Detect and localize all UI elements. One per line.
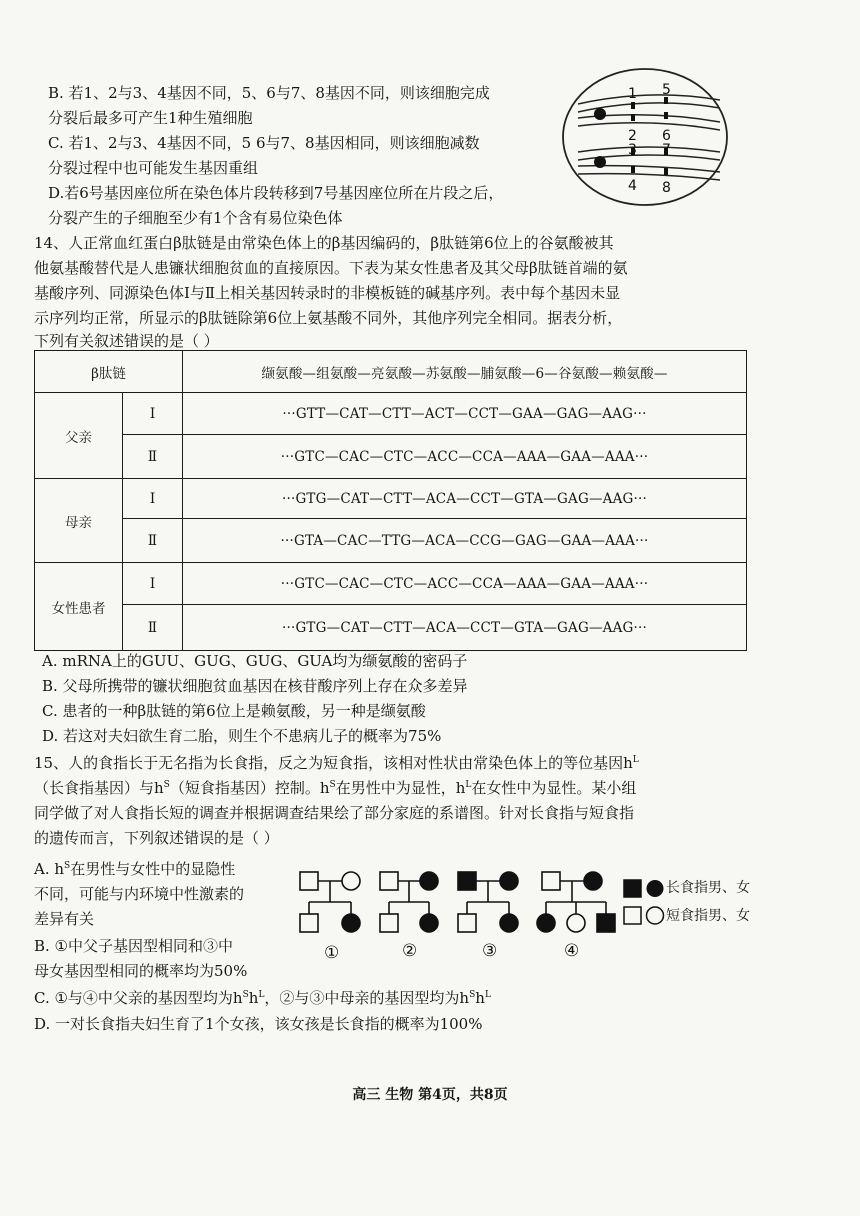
sequence-cell: ···GTG—CAT—CTT—ACA—CCT—GTA—GAG—AAG··· (183, 605, 747, 651)
chrom-label: Ⅱ (123, 605, 183, 651)
q14-option-d: D. 若这对夫妇欲生育二胎，则生个不患病儿子的概率为75% (42, 727, 442, 745)
family-label-4: ④ (564, 941, 580, 961)
page-footer: 高三 生物 第4页，共8页 (352, 1087, 508, 1103)
chrom-label: Ⅱ (123, 435, 183, 479)
q15-option-b-line1: B. ①中父子基因型相同和③中 (34, 937, 234, 955)
q15-stem-line4: 的遗传而言，下列叙述错误的是（ ） (34, 829, 279, 847)
legend-long-finger: 长食指男、女 (666, 880, 750, 896)
q14-stem-line3: 基酸序列、同源染色体Ⅰ与Ⅱ上相关基因转录时的非模板链的碱基序列。表中每个基因未显 (34, 284, 621, 302)
q13-option-b-line1: B. 若1、2与3、4基因不同，5、6与7、8基因不同，则该细胞完成 (48, 84, 490, 102)
locus-label-1: 1 (628, 86, 637, 102)
locus-label-8: 8 (662, 180, 671, 196)
chrom-label: Ⅱ (123, 519, 183, 563)
q15-option-d: D. 一对长食指夫妇生育了1个女孩，该女孩是长食指的概率为100% (34, 1015, 483, 1033)
q15-stem-line1: 15、人的食指长于无名指为长食指，反之为短食指，该相对性状由常染色体上的等位基因$h^L$ (34, 754, 639, 772)
sequence-cell: ···GTC—CAC—CTC—ACC—CCA—AAA—GAA—AAA··· (183, 563, 747, 605)
family-label-1: ① (324, 943, 340, 963)
sequence-cell: ···GTC—CAC—CTC—ACC—CCA—AAA—GAA—AAA··· (183, 435, 747, 479)
q14-stem-line5: 下列有关叙述错误的是（ ） (34, 332, 219, 350)
group-mother: 母亲 (35, 479, 123, 563)
chrom-label: Ⅰ (123, 479, 183, 519)
group-father: 父亲 (35, 393, 123, 479)
sequence-cell: ···GTT—CAT—CTT—ACT—CCT—GAA—GAG—AAG··· (183, 393, 747, 435)
chrom-label: Ⅰ (123, 393, 183, 435)
q13-option-d-line2: 分裂产生的子细胞至少有1个含有易位染色体 (48, 209, 343, 227)
q14-option-b: B. 父母所携带的镰状细胞贫血基因在核苷酸序列上存在众多差异 (42, 677, 468, 695)
q14-stem-line1: 14、人正常血红蛋白β肽链是由常染色体上的β基因编码的，β肽链第6位上的谷氨酸被其 (34, 234, 614, 252)
locus-label-7: 7 (662, 142, 671, 158)
q15-stem-line3: 同学做了对人食指长短的调查并根据调查结果绘了部分家庭的系谱图。针对长食指与短食指 (34, 804, 635, 822)
q15-option-b-line2: 母女基因型相同的概率均为50% (34, 962, 248, 980)
family-label-3: ③ (482, 941, 498, 961)
q13-option-c-line1: C. 若1、2与3、4基因不同，5 6与7、8基因相同，则该细胞减数 (48, 134, 480, 152)
locus-label-2: 2 (628, 128, 637, 144)
q13-option-b-line2: 分裂后最多可产生1种生殖细胞 (48, 109, 253, 127)
q14-option-c: C. 患者的一种β肽链的第6位上是赖氨酸，另一种是缬氨酸 (42, 702, 426, 720)
q15-option-c: C. ①与④中父亲的基因型均为$h^Sh^L$，②与③中母亲的基因型均为$h^Sh^L$ (34, 989, 491, 1007)
q13-option-d-line1: D.若6号基因座位所在染色体片段转移到7号基因座位所在片段之后， (48, 184, 504, 202)
gene-sequence-table (34, 350, 747, 651)
q13-option-c-line2: 分裂过程中也可能发生基因重组 (48, 159, 259, 177)
chromosome-diagram (560, 66, 730, 208)
group-female-patient: 女性患者 (35, 563, 123, 651)
q14-stem-line2: 他氨基酸替代是人患镰状细胞贫血的直接原因。下表为某女性患者及其父母β肽链首端的氨 (34, 259, 628, 277)
sequence-cell: ···GTA—CAC—TTG—ACA—CCG—GAG—GAA—AAA··· (183, 519, 747, 563)
q15-stem-line2: （长食指基因）与$h^S$（短食指基因）控制。$h^S$在男性中为显性，$h^L$在女性中为显性。某小组 (34, 779, 637, 797)
q14-stem-line4: 示序列均正常，所显示的β肽链除第6位上氨基酸不同外，其他序列完全相同。据表分析， (34, 309, 623, 327)
legend-short-finger: 短食指男、女 (666, 908, 750, 924)
pedigree-diagram (296, 862, 626, 966)
sequence-cell: ···GTG—CAT—CTT—ACA—CCT—GTA—GAG—AAG··· (183, 479, 747, 519)
q15-option-a-line1: A. $h^S$在男性与女性中的显隐性 (34, 860, 236, 878)
q15-option-a-line2: 不同，可能与内环境中性激素的 (34, 885, 245, 903)
q14-option-a: A. mRNA上的GUU、GUG、GUG、GUA均为缬氨酸的密码子 (42, 652, 468, 670)
table-header-right: 缬氨酸—组氨酸—亮氨酸—苏氨酸—脯氨酸—6—谷氨酸—赖氨酸— (183, 351, 747, 393)
locus-label-3: 3 (628, 142, 637, 158)
q15-option-a-line3: 差异有关 (34, 910, 95, 928)
legend-symbols (622, 878, 666, 928)
table-header-left: β肽链 (35, 351, 183, 393)
locus-label-6: 6 (662, 128, 671, 144)
locus-label-4: 4 (628, 178, 637, 194)
locus-label-5: 5 (662, 82, 671, 98)
family-label-2: ② (402, 941, 418, 961)
chrom-label: Ⅰ (123, 563, 183, 605)
